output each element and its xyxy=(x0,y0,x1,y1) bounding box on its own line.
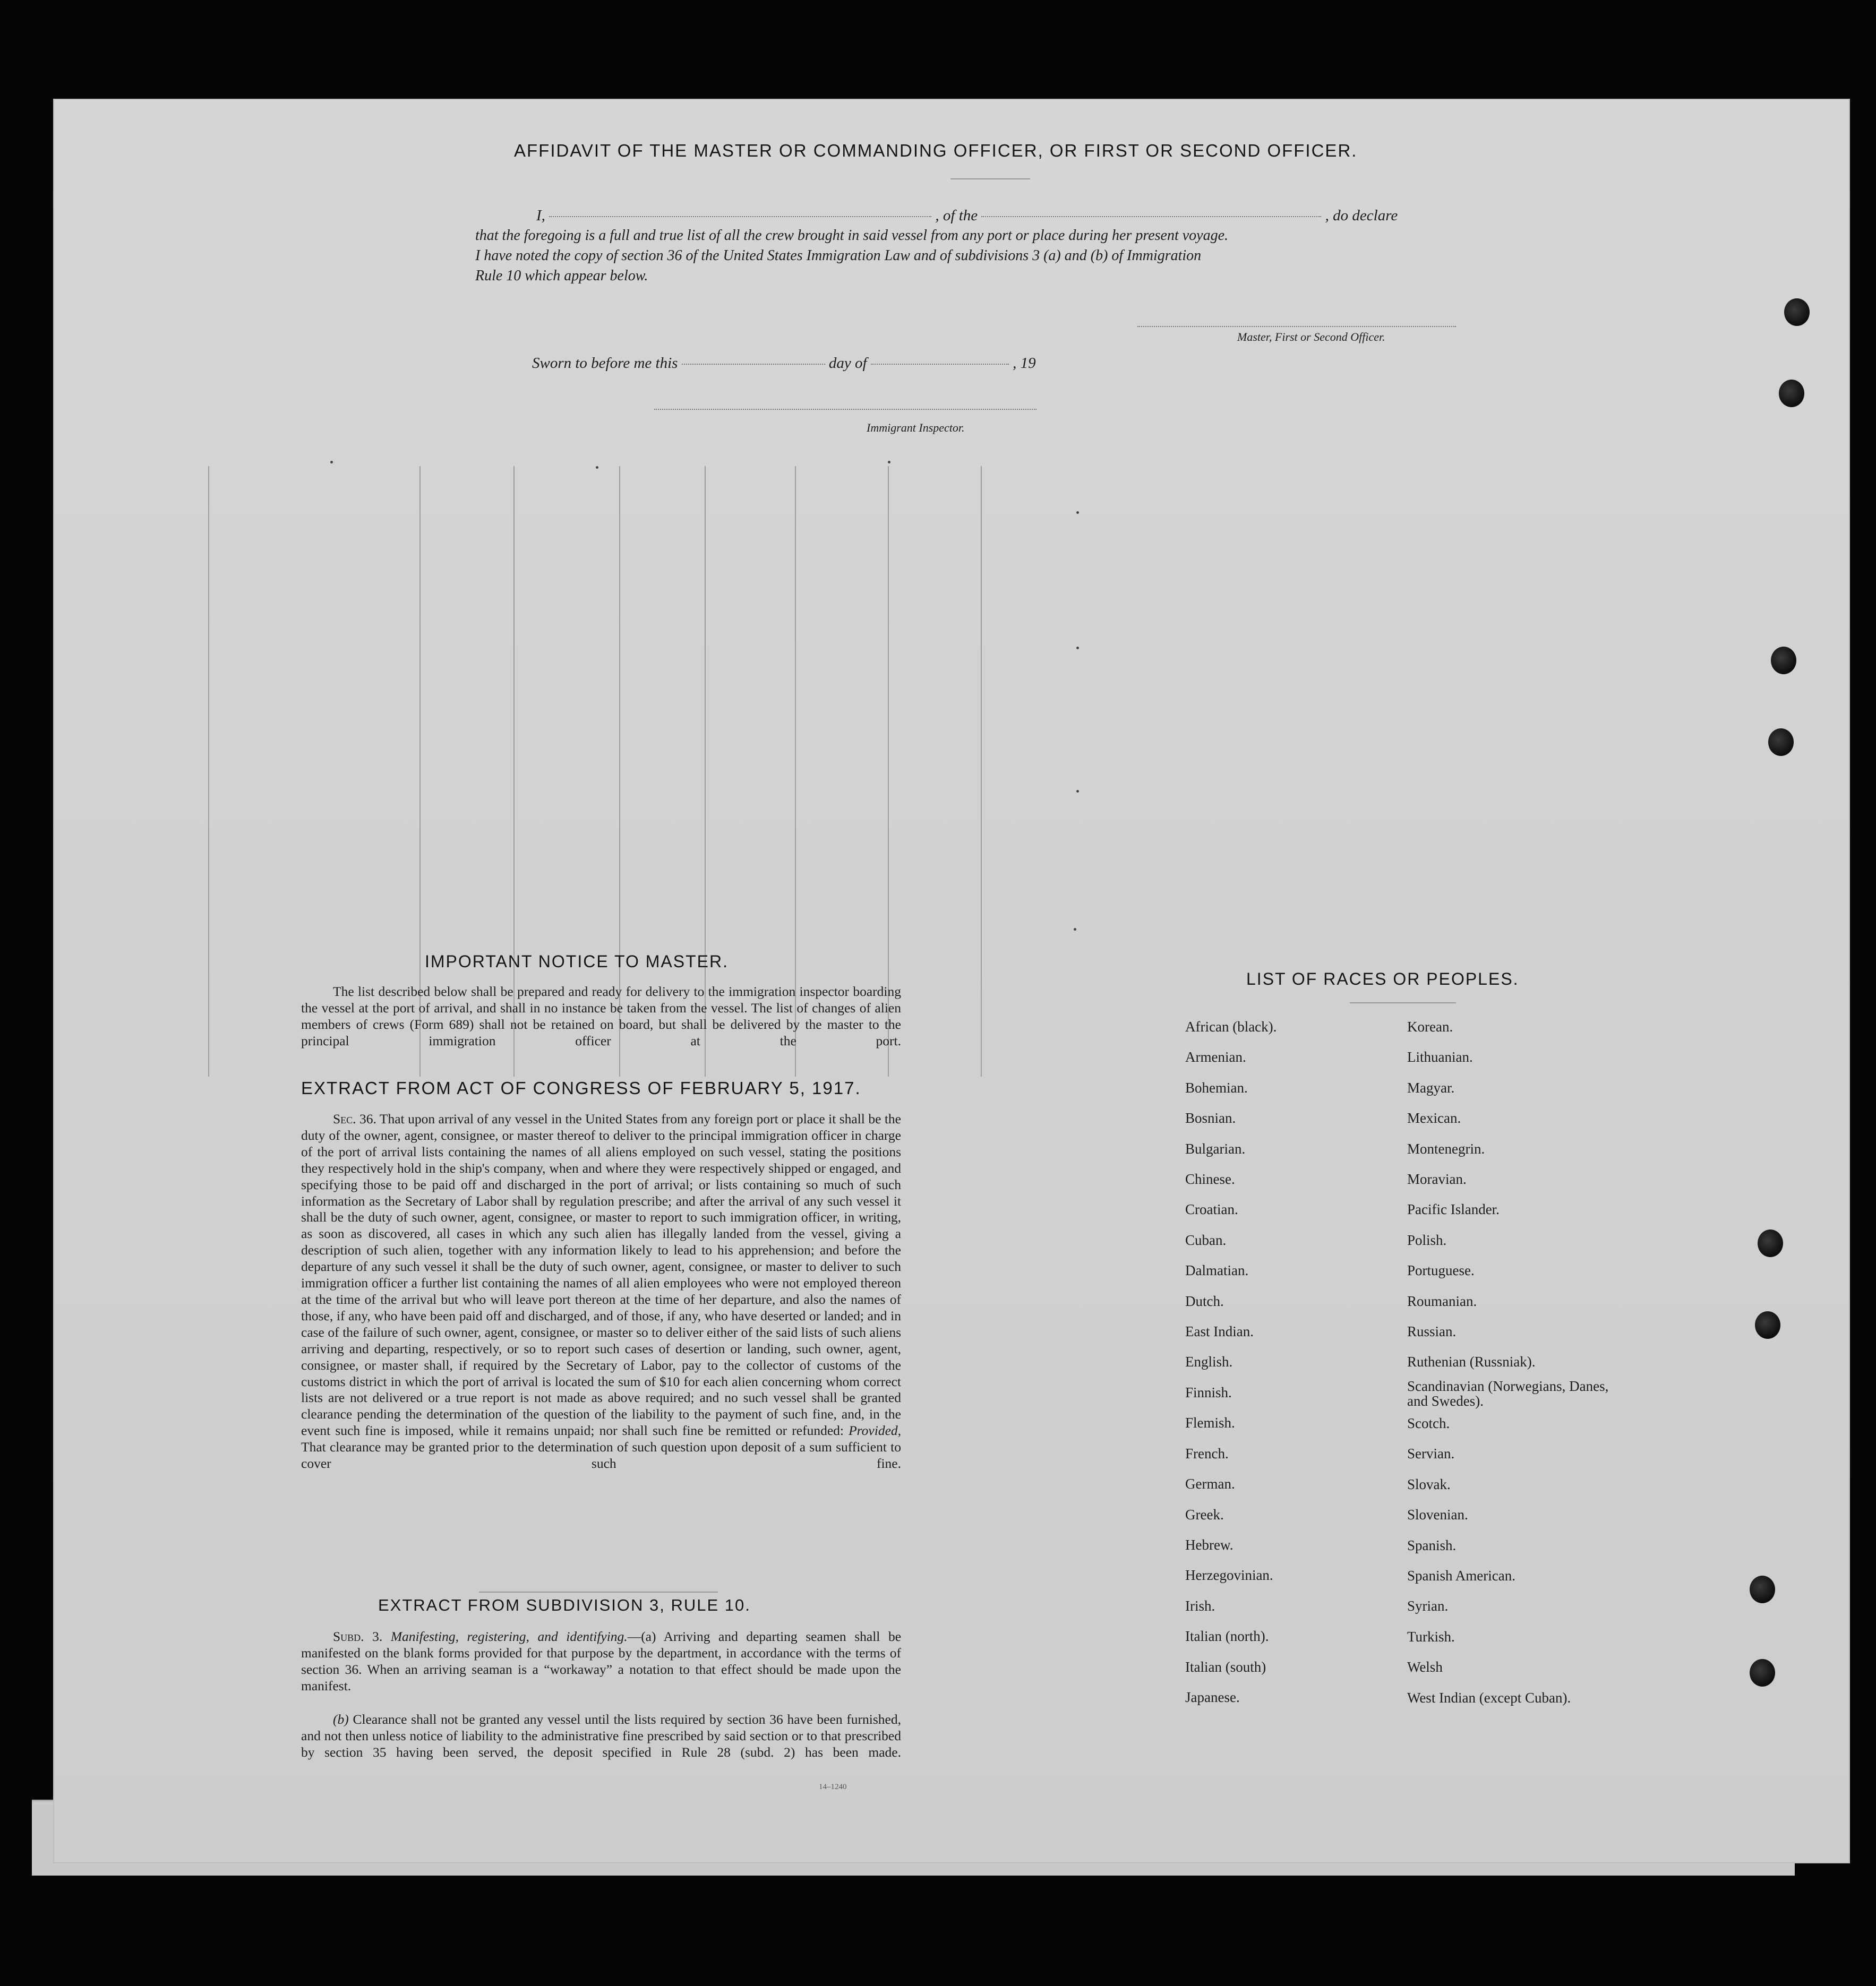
race-item: Korean. xyxy=(1407,1019,1453,1035)
form-number: 14–1240 xyxy=(819,1783,847,1791)
speck xyxy=(1076,511,1079,514)
race-item: Welsh xyxy=(1407,1659,1443,1675)
sworn-year-label: , 19 xyxy=(1013,355,1036,372)
race-item: Turkish. xyxy=(1407,1628,1455,1645)
race-item: German. xyxy=(1185,1476,1235,1492)
affidavit-line-2: that the foregoing is a full and true list of all the crew brought in said vessel from any port or place during her present voyage. xyxy=(475,227,1229,244)
punch-hole xyxy=(1758,1230,1783,1257)
affidavit-line-3: I have noted the copy of section 36 of the United States Immigration Law and of subdivisions 3 (a) and (b) of Immigration xyxy=(475,247,1202,264)
punch-hole xyxy=(1784,298,1810,326)
section-text: That upon arrival of any vessel in the United States from any foreign port or place it shall be the duty of the owner, agent, consignee, or master thereof to deliver to the principal immigration officer in charge of the port of arrival lists containing the names of all aliens employed on such vessel, stating the positions they respectively hold in the ship's company, when and where they were respectively shipped or engaged, and specifying those to be paid off and discharged in the port of arrival; or lists containing so much of such information as the Secretary of Labor shall by regulation prescribe; and after the arrival of any such vessel it shall be the duty of such owner, agent, consignee, or master to report to such immigration officer, in writing, as soon as discovered, all cases in which any such alien has illegally landed from the vessel, giving a description of such alien, together with any information likely to lead to his apprehension; and before the departure of any such vessel it shall be the duty of such owner, agent, consignee, or master to deliver to such immigration officer a further list containing the names of all alien employees who were not employed thereon at the time of the arrival but who will leave port thereon at the time of her departure, and also the names of those, if any, who have been paid off and discharged, and of those, if any, who have deserted or landed; and in case of the failure of such owner, agent, consignee, or master so to deliver either of the said lists of such aliens arriving and departing, respectively, or so to report such cases of desertion or landing, such owner, agent, consignee, or master shall, if required by the Secretary of Labor, pay to the collector of customs of the customs district in which the port of arrival is located the sum of $10 for each alien concerning whom correct lists are not delivered or a true report is not made as above required; and no such vessel shall be granted clearance pending the determination of the question of the liability to the payment of such fine, and, in the event such fine is imposed, while it remains unpaid; nor shall such fine be remitted or refunded: xyxy=(301,1111,902,1439)
sworn-line xyxy=(532,355,1036,372)
form-page xyxy=(54,100,1849,1862)
sworn-month-field[interactable] xyxy=(871,364,1009,365)
race-item: Magyar. xyxy=(1407,1079,1455,1096)
title-rule xyxy=(950,178,1030,179)
race-item: Lithuanian. xyxy=(1407,1049,1473,1065)
act-extract-body xyxy=(301,1111,901,1472)
race-item: Syrian. xyxy=(1407,1598,1449,1614)
races-title-rule xyxy=(1350,1002,1456,1003)
affidavit-title: AFFIDAVIT OF THE MASTER OR COMMANDING OFFICER, OR FIRST OR SECOND OFFICER. xyxy=(514,141,1358,160)
race-item: Scandinavian (Norwegians, Danes, and Swedes). xyxy=(1407,1378,1609,1409)
race-item: West Indian (except Cuban). xyxy=(1407,1689,1571,1706)
speck xyxy=(888,461,890,463)
race-item: Mexican. xyxy=(1407,1110,1461,1127)
speck xyxy=(596,466,598,469)
signature-field[interactable] xyxy=(1137,326,1456,327)
bleed-column-line xyxy=(208,466,209,1077)
race-item: Bohemian. xyxy=(1185,1079,1248,1096)
punch-hole xyxy=(1768,728,1794,756)
race-item: Hebrew. xyxy=(1185,1536,1233,1553)
signature-label: Master, First or Second Officer. xyxy=(1237,330,1385,343)
race-item: French. xyxy=(1185,1445,1229,1461)
subd-label: Subd. 3. xyxy=(333,1629,383,1644)
race-item: Moravian. xyxy=(1407,1171,1467,1188)
race-item: Russian. xyxy=(1407,1323,1457,1340)
race-item: Japanese. xyxy=(1185,1689,1240,1705)
declarant-prefix: I, xyxy=(536,207,545,224)
race-item: Herzegovinian. xyxy=(1185,1567,1273,1584)
provided-word: Provided, xyxy=(849,1423,902,1439)
para-b-text: Clearance shall not be granted any vessel until the lists required by section 36 have been furnished, and not then unless notice of liability to the administrative fine prescribed by said section or to that prescribed by section 35 having been served, the deposit specified in Rule 28 (subd. 2) has been made. xyxy=(301,1712,902,1760)
race-item: Bosnian. xyxy=(1185,1110,1236,1127)
race-item: Greek. xyxy=(1185,1506,1224,1523)
punch-hole xyxy=(1755,1311,1780,1339)
race-item: Bulgarian. xyxy=(1185,1140,1246,1157)
race-item: Finnish. xyxy=(1185,1384,1232,1400)
race-item: Dutch. xyxy=(1185,1293,1224,1309)
speck xyxy=(330,461,333,463)
subd-heading: Manifesting, registering, and identifying. xyxy=(390,1629,628,1644)
bleed-column-line xyxy=(981,466,982,1077)
vessel-name-field[interactable] xyxy=(981,216,1321,217)
section-divider xyxy=(479,1592,718,1593)
section-label: Sec. 36. xyxy=(333,1111,376,1127)
punch-hole xyxy=(1750,1659,1775,1687)
act-extract-title: EXTRACT FROM ACT OF CONGRESS OF FEBRUARY 5, 1917. xyxy=(301,1078,861,1098)
race-item: Italian (north). xyxy=(1185,1628,1269,1645)
race-item: Spanish American. xyxy=(1407,1567,1515,1584)
race-item: Cuban. xyxy=(1185,1232,1227,1248)
rule-extract-title: EXTRACT FROM SUBDIVISION 3, RULE 10. xyxy=(378,1596,751,1614)
race-item: Croatian. xyxy=(1185,1201,1238,1218)
race-item: Slovak. xyxy=(1407,1476,1451,1492)
notice-title: IMPORTANT NOTICE TO MASTER. xyxy=(425,952,729,971)
sworn-day-field[interactable] xyxy=(682,364,825,365)
race-item: Polish. xyxy=(1407,1232,1447,1248)
speck xyxy=(1076,790,1079,793)
para-b-label: (b) xyxy=(333,1712,349,1727)
race-item: Flemish. xyxy=(1185,1415,1235,1431)
punch-hole xyxy=(1750,1576,1775,1603)
do-declare-label: , do declare xyxy=(1325,207,1398,224)
affidavit-line-4: Rule 10 which appear below. xyxy=(475,268,648,284)
sworn-day-label: day of xyxy=(828,355,867,372)
race-item: Dalmatian. xyxy=(1185,1262,1249,1279)
declarant-name-field[interactable] xyxy=(549,216,931,217)
race-item: Italian (south) xyxy=(1185,1658,1266,1675)
of-the-label: , of the xyxy=(935,207,978,224)
rule-extract-para-a xyxy=(301,1629,901,1695)
sworn-prefix: Sworn to before me this xyxy=(532,355,678,372)
race-item: East Indian. xyxy=(1185,1323,1254,1340)
speck xyxy=(1076,647,1079,649)
races-title: LIST OF RACES OR PEOPLES. xyxy=(1246,969,1519,988)
race-item: Ruthenian (Russniak). xyxy=(1407,1354,1536,1370)
inspector-signature-field[interactable] xyxy=(654,409,1036,410)
race-item: Irish. xyxy=(1185,1597,1215,1614)
punch-hole xyxy=(1779,380,1804,407)
inspector-label: Immigrant Inspector. xyxy=(867,421,965,434)
race-item: Portuguese. xyxy=(1407,1262,1475,1279)
race-item: Roumanian. xyxy=(1407,1293,1477,1309)
race-item: Servian. xyxy=(1407,1446,1455,1462)
speck xyxy=(1074,928,1076,931)
race-item: Montenegrin. xyxy=(1407,1140,1485,1157)
race-item: Spanish. xyxy=(1407,1537,1457,1553)
race-item: English. xyxy=(1185,1354,1233,1370)
rule-extract-para-b xyxy=(301,1712,901,1761)
race-item: Scotch. xyxy=(1407,1415,1450,1431)
notice-body: The list described below shall be prepared and ready for delivery to the immigration inspector boarding the vessel at the port of arrival, and shall in no instance be taken from the vessel. The list of changes of alien members of crews (Form 689) shall not be retained on board, but shall be delivered by the master to the principal immigration officer at the port. xyxy=(301,984,901,1048)
race-item: Chinese. xyxy=(1185,1171,1235,1188)
race-item: Pacific Islander. xyxy=(1407,1201,1500,1218)
punch-hole xyxy=(1771,647,1796,674)
races-right-column xyxy=(1407,1012,1630,1713)
para-a-text: —(a) Arriving and departing seamen shall be manifested on the blank forms provided for that purpose by the department, in accordance with the terms of section 36. When an arriving seaman is a “workaway” a notation to that effect should be made upon the manifest. xyxy=(301,1629,902,1693)
affidavit-declaration-line xyxy=(536,207,1398,225)
races-left-column xyxy=(1185,1012,1277,1713)
race-item: Armenian. xyxy=(1185,1049,1246,1065)
race-item: African (black). xyxy=(1185,1019,1277,1035)
section-text-end: That clearance may be granted prior to the determination of such question upon deposit of a sum sufficient to cover such fine. xyxy=(301,1439,901,1472)
race-item: Slovenian. xyxy=(1407,1507,1468,1523)
